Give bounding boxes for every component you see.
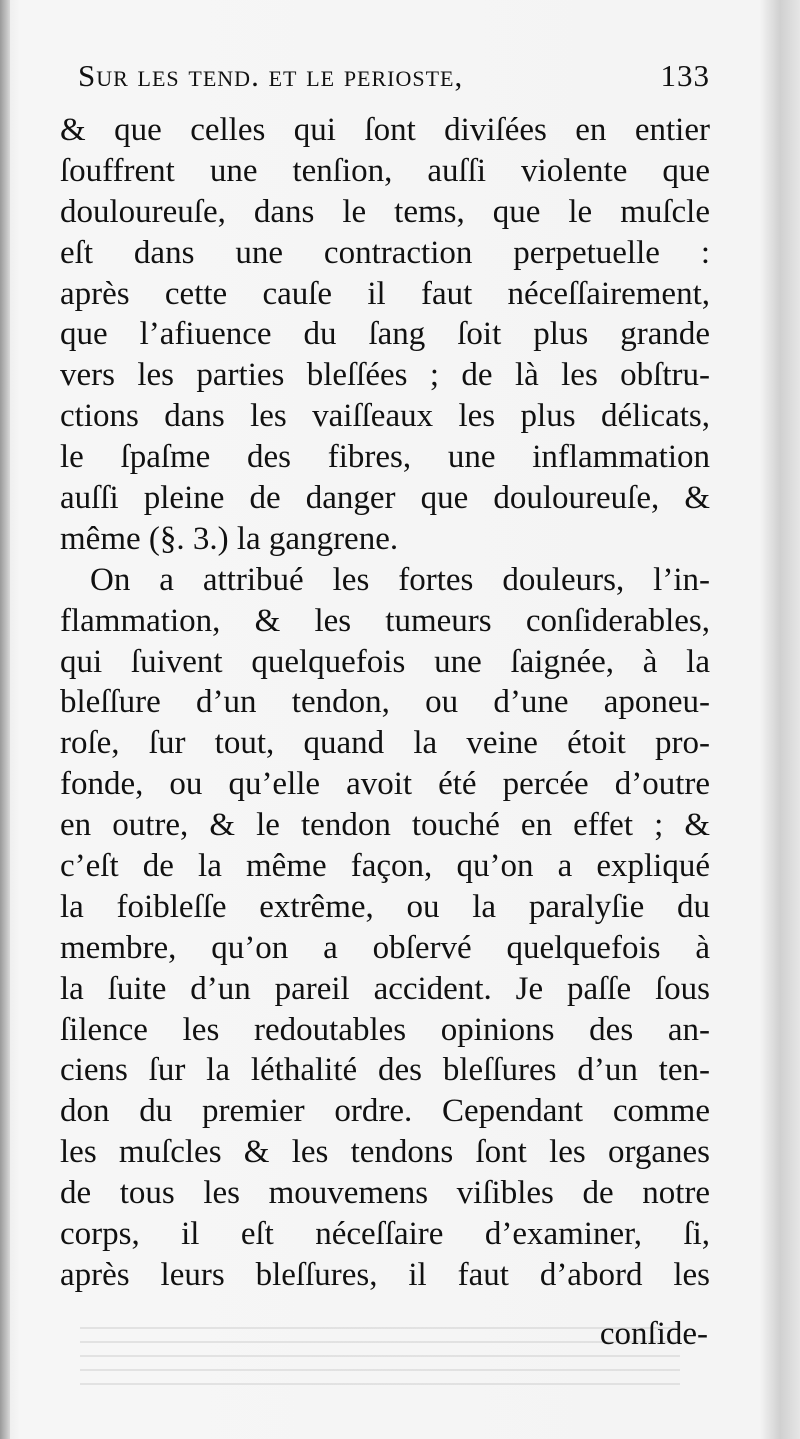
running-title: Sur les tend. et le perioste, [78, 58, 464, 93]
text-line: bleſſure d’un tendon, ou d’une aponeu- [60, 684, 710, 721]
text-line: le ſpaſme des fibres, une inflammation [60, 439, 710, 476]
text-line: ctions dans les vaiſſeaux les plus délicats, [60, 398, 710, 435]
text-line: de tous les mouvemens viſibles de notre [60, 1175, 710, 1212]
catchword: conſide- [599, 1316, 708, 1352]
text-line: flammation, & les tumeurs conſiderables, [60, 602, 710, 639]
text-line: membre, qu’on a obſervé quelquefois à [60, 929, 710, 966]
text-line: corps, il eſt néceſſaire d’examiner, ſi, [60, 1216, 710, 1253]
paragraph-end-line: même (§. 3.) la gangrene. [60, 520, 399, 557]
body-text [60, 110, 710, 1296]
text-line: auſſi pleine de danger que douloureuſe, & [60, 480, 710, 517]
text-line: ciens ſur la léthalité des bleſſures d’un ten- [60, 1052, 710, 1089]
text-line: la foibleſſe extrême, ou la paralyſie du [60, 888, 710, 925]
text-line: en outre, & le tendon touché en effet ; & [60, 807, 710, 844]
text-line: c’eſt de la même façon, qu’on a expliqué [60, 848, 710, 885]
text-line: don du premier ordre. Cependant comme [60, 1093, 710, 1130]
text-line: roſe, ſur tout, quand la veine étoit pro- [60, 725, 710, 762]
show-through-texture [80, 1325, 680, 1385]
page-number: 133 [660, 58, 710, 93]
text-line: eſt dans une contraction perpetuelle : [60, 234, 710, 271]
text-line: ſilence les redoutables opinions des an- [60, 1011, 710, 1048]
paragraph-start-line: On a attribué les fortes douleurs, l’in- [90, 561, 710, 598]
text-line: qui ſuivent quelquefois une ſaignée, à la [60, 643, 710, 680]
running-header [70, 58, 710, 102]
text-line: fonde, ou qu’elle avoit été percée d’outre [60, 766, 710, 803]
text-line: & que celles qui ſont diviſées en entier [60, 112, 710, 148]
text-line: après cette cauſe il faut néceſſairement, [60, 275, 710, 312]
text-line: vers les parties bleſſées ; de là les obſtru- [60, 357, 710, 394]
text-line: douloureuſe, dans le tems, que le muſcle [60, 193, 710, 230]
text-line: après leurs bleſſures, il faut d’abord les [60, 1256, 710, 1293]
text-line: ſouffrent une tenſion, auſſi violente que [60, 152, 710, 189]
text-line: que l’afiuence du ſang ſoit plus grande [60, 316, 710, 353]
text-line: la ſuite d’un pareil accident. Je paſſe ſous [60, 970, 710, 1007]
text-line: les muſcles & les tendons ſont les organes [60, 1134, 710, 1171]
